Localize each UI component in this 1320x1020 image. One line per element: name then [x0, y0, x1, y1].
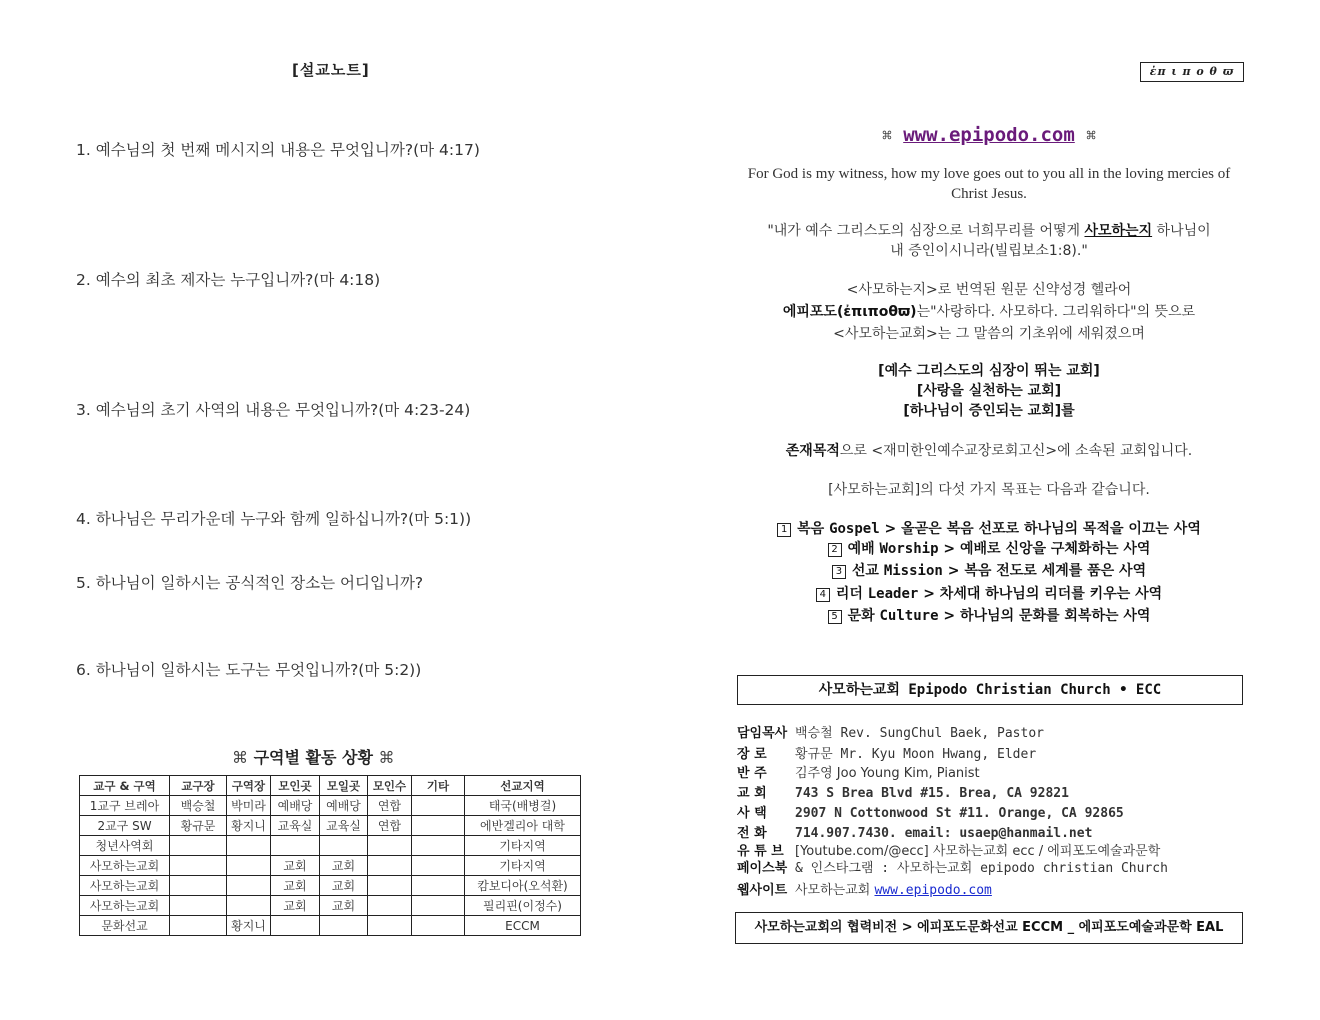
verse-korean-part2: 하나님이	[1152, 223, 1211, 239]
info-phone	[737, 822, 1092, 841]
purpose-statement	[736, 440, 1242, 460]
table-cell: 기타지역	[465, 836, 581, 856]
ministry-en: Leader	[867, 586, 919, 602]
info-church-address	[737, 782, 1069, 801]
table-cell: 1교구 브레아	[80, 796, 170, 816]
info-value: 김주영 Joo Young Kim, Pianist	[795, 766, 980, 781]
ministry-ko: 리더	[835, 586, 863, 602]
info-label: 교 회	[737, 786, 767, 801]
table-cell	[227, 836, 271, 856]
table-cell: ECCM	[465, 916, 581, 936]
table-cell	[368, 916, 412, 936]
info-label: 전 화	[737, 826, 767, 841]
info-label: 사 택	[737, 806, 767, 821]
ministry-desc: > 차세대 하나님의 리더를 키우는 사역	[923, 586, 1163, 602]
info-value: 황규문 Mr. Kyu Moon Hwang, Elder	[795, 747, 1037, 762]
info-manse-address	[737, 802, 1124, 821]
identity-line: [예수 그리스도의 심장이 뛰는 교회]	[878, 363, 1100, 379]
origin-greek-term: 에피포도(ἐπιποθϖ)	[782, 304, 917, 320]
ministry-item-culture	[736, 605, 1242, 625]
info-facebook	[737, 857, 1168, 876]
table-cell: 교회	[320, 876, 368, 896]
table-row	[80, 816, 581, 836]
purpose-bold: 존재목적	[785, 443, 840, 459]
info-label: 페이스북	[737, 861, 788, 876]
table-cell: 교육실	[320, 816, 368, 836]
verse-korean-part3: 내 증인이시니라(빌립보소1:8)."	[890, 243, 1088, 259]
origin-line-1: <사모하는지>로 번역된 원문 신약성경 헬라어	[846, 282, 1132, 298]
table-cell: 캄보디아(오석환)	[465, 876, 581, 896]
table-header-cell: 선교지역	[465, 776, 581, 796]
zone-section-title	[232, 745, 395, 768]
table-cell: 황지니	[227, 916, 271, 936]
table-cell: 교육실	[271, 816, 320, 836]
table-cell: 박미라	[227, 796, 271, 816]
ministry-number: 3	[832, 565, 846, 579]
table-header-cell: 모인곳	[271, 776, 320, 796]
zone-activity-table	[79, 775, 581, 936]
question-3: 3. 예수님의 초기 사역의 내용은 무엇입니까?(마 4:23-24)	[76, 401, 471, 419]
ministry-ko: 예배	[847, 541, 875, 557]
table-row	[80, 896, 581, 916]
table-cell: 황규문	[170, 816, 227, 836]
table-cell: 예배당	[271, 796, 320, 816]
table-header-row	[80, 776, 581, 796]
table-cell	[412, 876, 465, 896]
verse-korean	[736, 221, 1242, 261]
table-cell	[320, 916, 368, 936]
table-cell	[170, 856, 227, 876]
info-label: 반 주	[737, 766, 767, 781]
greek-label-box: ἐπ ι π ο θ ϖ	[1140, 62, 1244, 82]
table-cell: 황지니	[227, 816, 271, 836]
table-cell	[368, 876, 412, 896]
church-identity-lines	[736, 361, 1242, 421]
table-row	[80, 796, 581, 816]
verse-korean-part1: "내가 예수 그리스도의 심장으로 너희무리를 어떻게	[767, 223, 1085, 239]
purpose-rest: 으로 <재미한인예수교장로회고신>에 소속된 교회입니다.	[839, 443, 1193, 459]
table-cell: 사모하는교회	[80, 896, 170, 916]
ministry-ko: 복음	[797, 521, 825, 537]
table-cell: 연합	[368, 816, 412, 836]
table-cell	[368, 836, 412, 856]
info-label: 웹사이트	[737, 883, 788, 898]
table-cell: 2교구 SW	[80, 816, 170, 836]
table-row	[80, 876, 581, 896]
ministry-item-leader	[736, 583, 1242, 603]
command-icon: ⌘	[882, 126, 892, 145]
table-cell: 교회	[271, 856, 320, 876]
info-value: 2907 N Cottonwood St #11. Orange, CA 92865	[795, 806, 1124, 821]
verse-english: For God is my witness, how my love goes out to you all in the loving mercies of Christ Jesus.	[747, 166, 1231, 202]
ministry-en: Worship	[879, 541, 939, 557]
info-label: 유 튜 브	[737, 844, 784, 859]
info-value: 714.907.7430. email: usaep@hanmail.net	[795, 826, 1093, 841]
table-cell	[368, 856, 412, 876]
table-cell: 태국(배병걸)	[465, 796, 581, 816]
table-cell: 사모하는교회	[80, 876, 170, 896]
table-cell: 교회	[271, 876, 320, 896]
command-icon: ⌘	[1086, 126, 1096, 145]
question-6: 6. 하나님이 일하시는 도구는 무엇입니까?(마 5:2))	[76, 661, 422, 679]
table-cell	[271, 916, 320, 936]
info-value: [Youtube.com/@ecc] 사모하는교회 ecc / 에피포도예술과문학	[795, 844, 1161, 859]
table-header-cell: 구역장	[227, 776, 271, 796]
ministry-en: Gospel	[829, 521, 880, 537]
table-row	[80, 856, 581, 876]
table-cell: 연합	[368, 796, 412, 816]
page-title: [설교노트]	[292, 61, 370, 79]
ministry-desc: > 올곧은 복음 선포로 하나님의 목적을 이끄는 사역	[884, 521, 1201, 537]
question-1: 1. 예수님의 첫 번째 메시지의 내용은 무엇입니까?(마 4:17)	[76, 141, 480, 159]
table-cell	[227, 876, 271, 896]
table-cell	[412, 796, 465, 816]
table-cell	[170, 916, 227, 936]
table-cell: 교회	[271, 896, 320, 916]
command-icon: ⌘	[378, 748, 395, 767]
table-cell	[170, 836, 227, 856]
ministry-ko: 선교	[851, 563, 879, 579]
table-row	[80, 916, 581, 936]
table-cell	[227, 896, 271, 916]
table-cell: 청년사역회	[80, 836, 170, 856]
table-cell	[170, 876, 227, 896]
ministry-ko: 문화	[847, 608, 875, 624]
origin-paragraph	[736, 279, 1242, 345]
table-header-cell: 기타	[412, 776, 465, 796]
table-header-cell: 교구장	[170, 776, 227, 796]
table-header-cell: 교구 & 구역	[80, 776, 170, 796]
table-cell	[412, 816, 465, 836]
ministry-item-mission	[736, 560, 1242, 580]
info-pianist	[737, 762, 980, 781]
info-label: 장 로	[737, 747, 767, 762]
ministry-item-gospel	[736, 518, 1242, 538]
question-5: 5. 하나님이 일하시는 공식적인 장소는 어디입니까?	[76, 574, 424, 592]
ministry-desc: > 예배로 신앙을 구체화하는 사역	[943, 541, 1151, 557]
info-value: 백승철 Rev. SungChul Baek, Pastor	[795, 726, 1044, 741]
table-cell	[227, 856, 271, 876]
table-cell	[368, 896, 412, 916]
website-link[interactable]: www.epipodo.com	[903, 124, 1075, 146]
question-4: 4. 하나님은 무리가운데 누구와 함께 일하십니까?(마 5:1))	[76, 510, 472, 528]
table-cell: 에반겔리아 대학	[465, 816, 581, 836]
identity-line: [하나님이 증인되는 교회]를	[903, 403, 1075, 419]
identity-line: [사랑을 실천하는 교회]	[916, 383, 1062, 399]
table-cell	[170, 896, 227, 916]
table-cell	[320, 836, 368, 856]
ministry-number: 1	[777, 523, 791, 537]
vision-box: 사모하는교회의 협력비전 > 에피포도문화선교 ECCM _ 에피포도예술과문학 EAL	[735, 912, 1243, 944]
verse-korean-emphasis: 사모하는지	[1084, 223, 1153, 239]
zone-title-text: 구역별 활동 상황	[253, 748, 373, 767]
table-header-cell: 모일곳	[320, 776, 368, 796]
table-cell: 기타지역	[465, 856, 581, 876]
table-header-cell: 모인수	[368, 776, 412, 796]
origin-line-3: <사모하는교회>는 그 말씀의 기초위에 세워졌으며	[833, 326, 1145, 342]
table-row	[80, 836, 581, 856]
info-label: 담임목사	[737, 726, 788, 741]
ministry-number: 5	[828, 610, 842, 624]
ministry-number: 4	[816, 588, 830, 602]
church-name-box: 사모하는교회 Epipodo Christian Church • ECC	[737, 675, 1243, 705]
origin-line-2: 는"사랑하다. 사모하다. 그리워하다"의 뜻으로	[916, 304, 1196, 320]
website-header	[736, 124, 1242, 146]
info-value: & 인스타그램 : 사모하는교회 epipodo christian Church	[795, 861, 1168, 876]
table-cell: 문화선교	[80, 916, 170, 936]
table-cell: 교회	[320, 896, 368, 916]
info-website	[737, 879, 992, 898]
ministry-en: Mission	[883, 563, 943, 579]
question-2: 2. 예수의 최초 제자는 누구입니까?(마 4:18)	[76, 271, 381, 289]
table-cell	[412, 916, 465, 936]
table-cell: 교회	[320, 856, 368, 876]
table-cell: 사모하는교회	[80, 856, 170, 876]
website-link-footer[interactable]: www.epipodo.com	[874, 883, 992, 898]
ministry-item-worship	[736, 538, 1242, 558]
table-cell	[412, 856, 465, 876]
ministry-desc: > 복음 전도로 세계를 품은 사역	[947, 563, 1147, 579]
info-pastor	[737, 722, 1044, 741]
table-cell: 백승철	[170, 796, 227, 816]
table-cell: 필리핀(이정수)	[465, 896, 581, 916]
ministry-desc: > 하나님의 문화를 회복하는 사역	[943, 608, 1151, 624]
command-icon: ⌘	[232, 748, 248, 767]
ministry-en: Culture	[879, 608, 939, 624]
table-cell	[412, 896, 465, 916]
five-goals-intro: [사모하는교회]의 다섯 가지 목표는 다음과 같습니다.	[828, 482, 1150, 498]
table-cell	[412, 836, 465, 856]
info-value: 743 S Brea Blvd #15. Brea, CA 92821	[795, 786, 1069, 801]
info-elder	[737, 743, 1036, 762]
info-value: 사모하는교회	[795, 883, 875, 898]
table-cell	[271, 836, 320, 856]
ministry-number: 2	[828, 543, 842, 557]
table-cell: 예배당	[320, 796, 368, 816]
